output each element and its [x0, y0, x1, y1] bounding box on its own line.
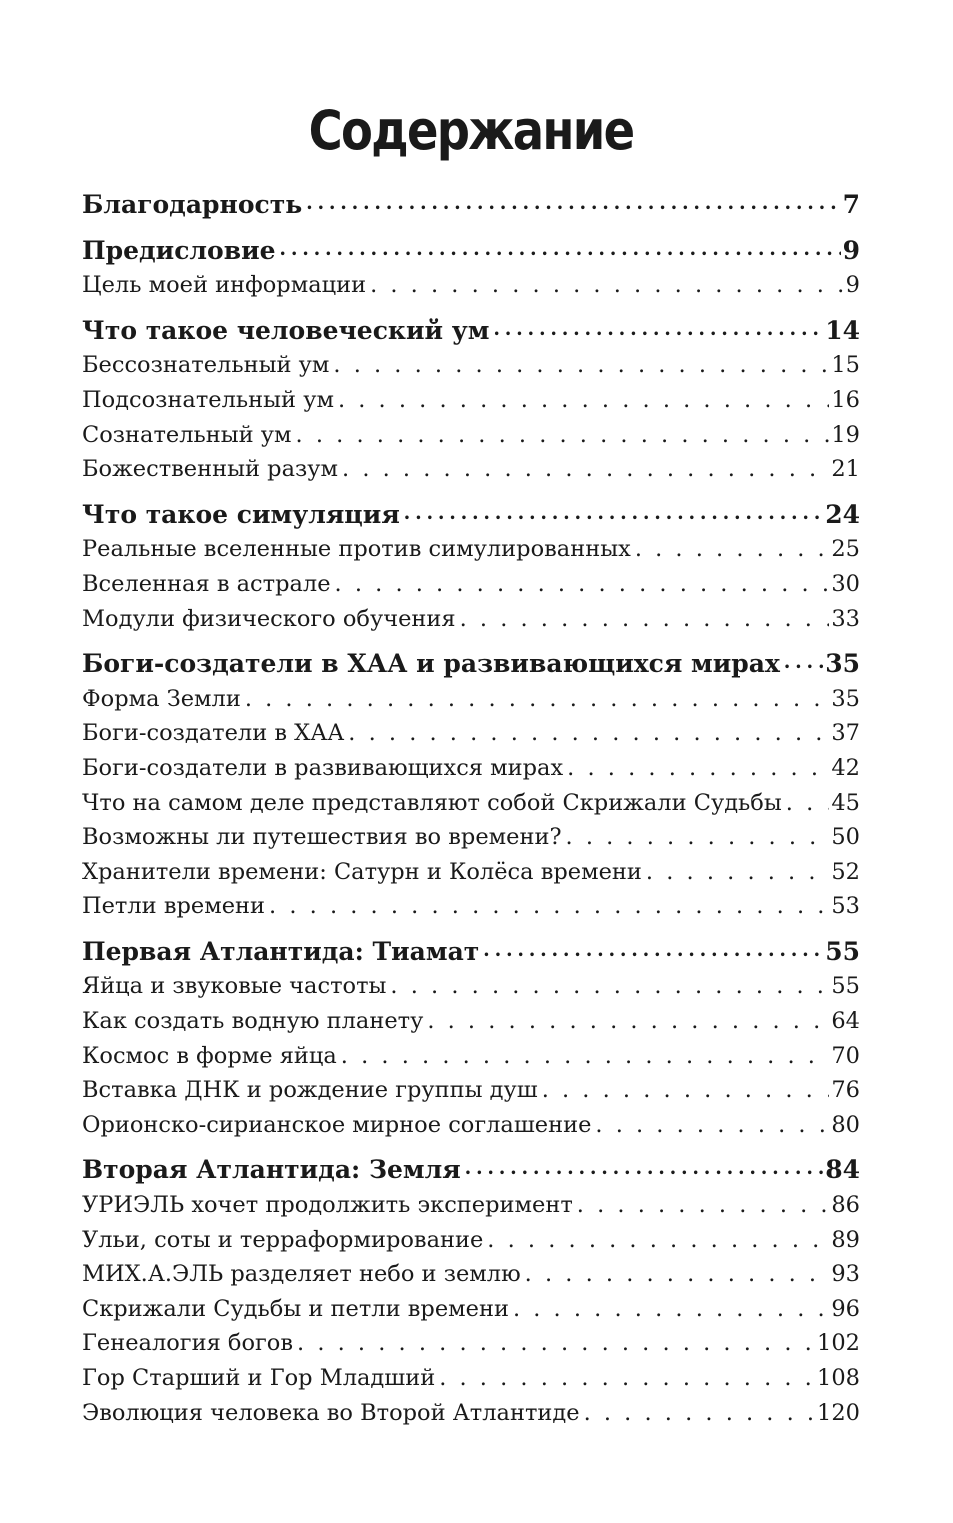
- toc-entry-title: Первая Атлантида: Тиамат: [82, 936, 480, 966]
- toc-section-entry: [82, 786, 860, 821]
- dot-leader: [342, 452, 829, 487]
- dot-leader: [460, 602, 830, 637]
- toc-page-number: 120: [817, 1399, 860, 1426]
- toc-section-entry: [82, 889, 860, 924]
- toc-section-entry: [82, 855, 860, 890]
- toc-chapter-entry: [82, 498, 860, 533]
- dot-leader: [513, 1292, 829, 1327]
- toc-entry-title: Петли времени: [82, 893, 266, 920]
- toc-chapter-entry: [82, 188, 860, 223]
- toc-entry-title: Генеалогия богов: [82, 1330, 294, 1357]
- dot-leader: [487, 1223, 829, 1258]
- toc-page-number: 7: [842, 190, 860, 219]
- dot-leader: [584, 1396, 815, 1431]
- dot-leader: [306, 188, 840, 223]
- toc-entry-title: Боги-создатели в развивающихся мирах: [82, 754, 564, 781]
- toc-section-entry: [82, 1108, 860, 1143]
- toc-section-entry: [82, 1223, 860, 1258]
- toc-page-number: 9: [845, 272, 860, 299]
- toc-page-number: 35: [825, 649, 860, 679]
- toc-entry-title: Вторая Атлантида: Земля: [82, 1155, 461, 1185]
- toc-page-number: 70: [831, 1042, 860, 1069]
- toc-section-entry: [82, 1073, 860, 1108]
- toc-entry-title: Хранители времени: Сатурн и Колёса времени: [82, 858, 642, 885]
- toc-section-entry: [82, 1326, 860, 1361]
- toc-page-number: 76: [831, 1077, 860, 1104]
- toc-section-entry: [82, 682, 860, 717]
- toc-entry-title: Как создать водную планету: [82, 1008, 424, 1035]
- toc-section-entry: [82, 532, 860, 567]
- toc-page-number: 86: [831, 1192, 860, 1219]
- dot-leader: [646, 855, 829, 890]
- toc-entry-title: Эволюция человека во Второй Атлантиде: [82, 1399, 580, 1426]
- toc-page-number: 89: [831, 1226, 860, 1253]
- toc-page-number: 30: [831, 570, 860, 597]
- toc-page-number: 45: [831, 789, 860, 816]
- toc-entry-title: Божественный разум: [82, 456, 339, 483]
- dot-leader: [525, 1257, 830, 1292]
- toc-section-entry: [82, 602, 860, 637]
- toc-section-entry: [82, 1039, 860, 1074]
- toc-section-entry: [82, 1292, 860, 1327]
- toc-page-number: 53: [831, 893, 860, 920]
- toc-entry-title: МИХ.А.ЭЛЬ разделяет небо и землю: [82, 1261, 521, 1288]
- toc-entry-title: Вселенная в астрале: [82, 570, 331, 597]
- toc-page: [82, 92, 860, 1430]
- toc-entry-title: Боги-создатели в ХАА: [82, 720, 345, 747]
- toc-page-number: 33: [831, 605, 860, 632]
- toc-page-number: 108: [817, 1365, 860, 1391]
- toc-page-number: 21: [831, 456, 860, 483]
- dot-leader: [335, 567, 830, 602]
- dot-leader: [465, 1153, 824, 1188]
- toc-entry-title: Возможны ли путешествия во времени?: [82, 824, 562, 851]
- toc-list: [82, 188, 860, 1430]
- dot-leader: [296, 418, 830, 453]
- toc-entry-title: УРИЭЛЬ хочет продолжить эксперимент: [82, 1192, 573, 1219]
- toc-page-number: 52: [831, 858, 860, 885]
- toc-chapter-entry: [82, 935, 860, 970]
- toc-chapter-entry: [82, 234, 860, 269]
- dot-leader: [245, 682, 830, 717]
- toc-page-number: 15: [831, 352, 860, 379]
- toc-page-number: 25: [831, 536, 860, 563]
- toc-entry-title: Вставка ДНК и рождение группы душ: [82, 1077, 538, 1104]
- toc-entry-title: Что такое симуляция: [82, 499, 400, 529]
- toc-section-entry: [82, 969, 860, 1004]
- toc-entry-title: Форма Земли: [82, 685, 241, 712]
- toc-section-entry: [82, 452, 860, 487]
- toc-section-entry: [82, 751, 860, 786]
- dot-leader: [341, 1039, 830, 1074]
- toc-page-number: 37: [831, 720, 860, 747]
- toc-page-number: 24: [825, 499, 860, 529]
- toc-section-entry: [82, 1004, 860, 1039]
- toc-page-number: 93: [831, 1261, 860, 1288]
- dot-leader: [427, 1004, 829, 1039]
- toc-page-number: 102: [817, 1330, 860, 1357]
- toc-section-entry: [82, 418, 860, 453]
- toc-page-number: 55: [831, 973, 860, 1000]
- page-title: Содержание: [308, 99, 634, 162]
- toc-entry-title: Скрижали Судьбы и петли времени: [82, 1295, 509, 1322]
- toc-entry-title: Ульи, соты и терраформирование: [82, 1226, 484, 1253]
- dot-leader: [542, 1073, 830, 1108]
- toc-entry-title: Благодарность: [82, 190, 303, 219]
- dot-leader: [786, 786, 830, 821]
- dot-leader: [370, 268, 844, 303]
- toc-entry-title: Что на самом деле представляют собой Скрижали Судьбы: [82, 789, 782, 816]
- toc-entry-title: Цель моей информации: [82, 272, 367, 299]
- toc-page-number: 96: [831, 1295, 860, 1322]
- toc-page-number: 84: [825, 1155, 860, 1185]
- toc-entry-title: Подсознательный ум: [82, 386, 334, 413]
- dot-leader: [280, 234, 841, 269]
- toc-section-entry: [82, 1361, 860, 1396]
- toc-page-number: 9: [842, 235, 860, 265]
- toc-chapter-entry: [82, 647, 860, 682]
- toc-entry-title: Модули физического обучения: [82, 605, 456, 632]
- toc-entry-title: Яйца и звуковые частоты: [82, 973, 387, 1000]
- toc-entry-title: Предисловие: [82, 235, 276, 265]
- dot-leader: [269, 889, 829, 924]
- toc-page-number: 64: [831, 1008, 860, 1035]
- toc-page-number: 35: [831, 685, 860, 712]
- toc-section-entry: [82, 1396, 860, 1431]
- dot-leader: [404, 498, 823, 533]
- toc-section-entry: [82, 1188, 860, 1223]
- dot-leader: [439, 1361, 815, 1396]
- dot-leader: [483, 935, 823, 970]
- toc-section-entry: [82, 1257, 860, 1292]
- toc-entry-title: Орионско-сирианское мирное соглашение: [82, 1111, 592, 1138]
- toc-entry-title: Реальные вселенные против симулированных: [82, 536, 631, 563]
- toc-entry-title: Космос в форме яйца: [82, 1042, 337, 1069]
- toc-page-number: 50: [831, 824, 860, 851]
- toc-entry-title: Что такое человеческий ум: [82, 315, 490, 345]
- dot-leader: [567, 751, 829, 786]
- toc-section-entry: [82, 383, 860, 418]
- dot-leader: [338, 383, 829, 418]
- toc-section-entry: [82, 820, 860, 855]
- dot-leader: [566, 820, 830, 855]
- dot-leader: [333, 348, 829, 383]
- dot-leader: [348, 716, 829, 751]
- dot-leader: [595, 1108, 829, 1143]
- dot-leader: [635, 532, 830, 567]
- toc-page-number: 55: [825, 936, 860, 966]
- toc-entry-title: Гор Старший и Гор Младший: [82, 1365, 436, 1391]
- toc-chapter-entry: [82, 314, 860, 349]
- toc-entry-title: Бессознательный ум: [82, 352, 330, 379]
- toc-page-number: 42: [831, 754, 860, 781]
- toc-page-number: 80: [831, 1111, 860, 1138]
- toc-page-number: 16: [831, 386, 860, 413]
- dot-leader: [577, 1188, 830, 1223]
- toc-section-entry: [82, 268, 860, 303]
- toc-section-entry: [82, 348, 860, 383]
- toc-entry-title: Боги-создатели в ХАА и развивающихся мирах: [82, 649, 780, 679]
- toc-chapter-entry: [82, 1153, 860, 1188]
- toc-page-number: 14: [825, 315, 860, 345]
- toc-page-number: 19: [831, 421, 860, 448]
- toc-entry-title: Сознательный ум: [82, 421, 292, 448]
- toc-section-entry: [82, 716, 860, 751]
- dot-leader: [390, 969, 829, 1004]
- dot-leader: [494, 314, 824, 349]
- dot-leader: [784, 647, 823, 682]
- toc-section-entry: [82, 567, 860, 602]
- dot-leader: [297, 1326, 815, 1361]
